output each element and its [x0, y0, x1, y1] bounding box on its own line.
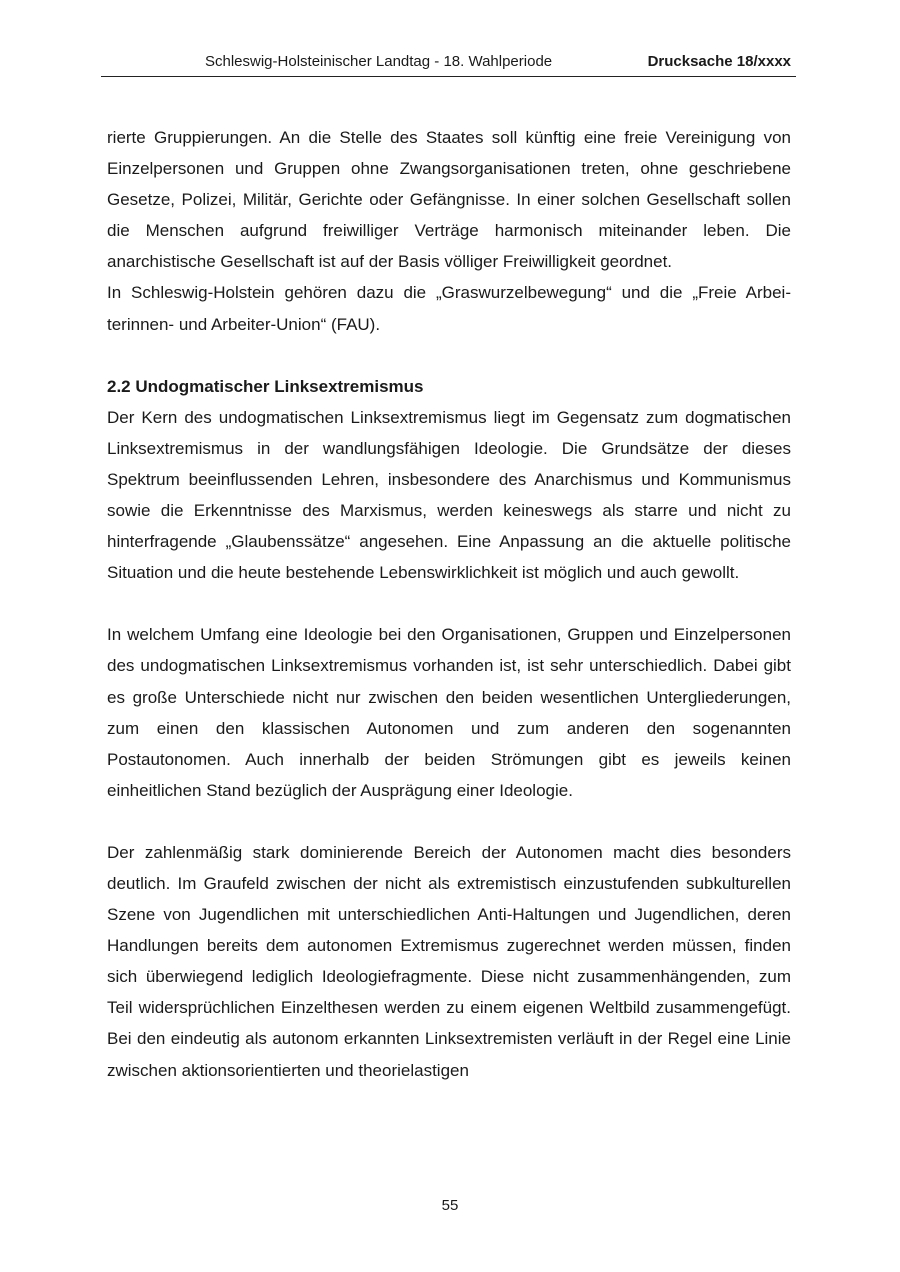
- paragraph: In welchem Umfang eine Ideologie bei den Organisationen, Gruppen und Einzelpersonen des undogmatischen Linksextremismus vorhanden ist, ist sehr unterschiedlich. Dabei gibt es große Unterschiede nicht nur zwischen den beiden wesentlichen Untergliederungen, zum einen den klassischen Autonomen und zum anderen den sogenannten Postautonomen. Auch innerhalb der beiden Strömungen gibt es jeweils keinen einheitlichen Stand bezüglich der Ausprägung einer Ideologie.: [107, 625, 791, 800]
- document-body: [107, 122, 791, 1086]
- document-number: Drucksache 18/xxxx: [647, 53, 791, 70]
- header-title: Schleswig-Holsteinischer Landtag - 18. Wahlperiode: [205, 53, 553, 70]
- section-heading: 2.2 Undogmatischer Linksextremismus: [107, 376, 424, 396]
- paragraph: rierte Gruppierungen. An die Stelle des Staates soll künftig eine freie Vereinigung von Einzelpersonen und Gruppen ohne Zwangsorganisationen treten, ohne geschriebene Gesetze, Polizei, Militär, Gerichte oder Gefängnisse. In einer solchen Gesellschaft sollen die Menschen aufgrund freiwilliger Verträge harmonisch miteinander leben. Die anarchistische Gesellschaft ist auf der Basis völliger Freiwilligkeit geordnet.: [107, 128, 791, 272]
- page-number: 55: [441, 1197, 459, 1214]
- paragraph: Der zahlenmäßig stark dominierende Bereich der Autonomen macht dies besonders deutlich. Im Graufeld zwischen der nicht als extremistisch einzustufenden subkulturellen Szene von Jugendlichen mit unterschiedlichen Anti-Haltungen und Jugendlichen, deren Handlungen bereits dem autonomen Extremismus zugerechnet werden müssen, finden sich überwiegend lediglich Ideologiefragmente. Diese nicht zusammenhängenden, zum Teil widersprüchlichen Einzelthesen werden zu einem eigenen Weltbild zusammengefügt. Bei den eindeutig als autonom erkannten Linksextremisten verläuft in der Regel eine Linie zwischen aktionsorientierten und theorielastigen: [107, 842, 791, 1080]
- paragraph: Der Kern des undogmatischen Linksextremismus liegt im Gegensatz zum dogmatischen Linksextremismus in der wandlungsfähigen Ideologie. Die Grundsätze der dieses Spektrum beeinflussenden Lehren, insbesondere des Anarchismus und Kommunismus sowie die Erkenntnisse des Marxismus, werden keineswegs als starre und nicht zu hinterfragende „Glaubenssätze“ angesehen. Eine Anpassung an die aktuelle politische Situation und die heute bestehende Lebenswirklichkeit ist möglich und auch gewollt.: [107, 407, 791, 583]
- page-header: [101, 52, 796, 77]
- paragraph: In Schleswig-Holstein gehören dazu die „Graswurzelbewegung“ und die „Freie Arbeiterinnen- und Arbeiter-Union“ (FAU).: [107, 283, 791, 334]
